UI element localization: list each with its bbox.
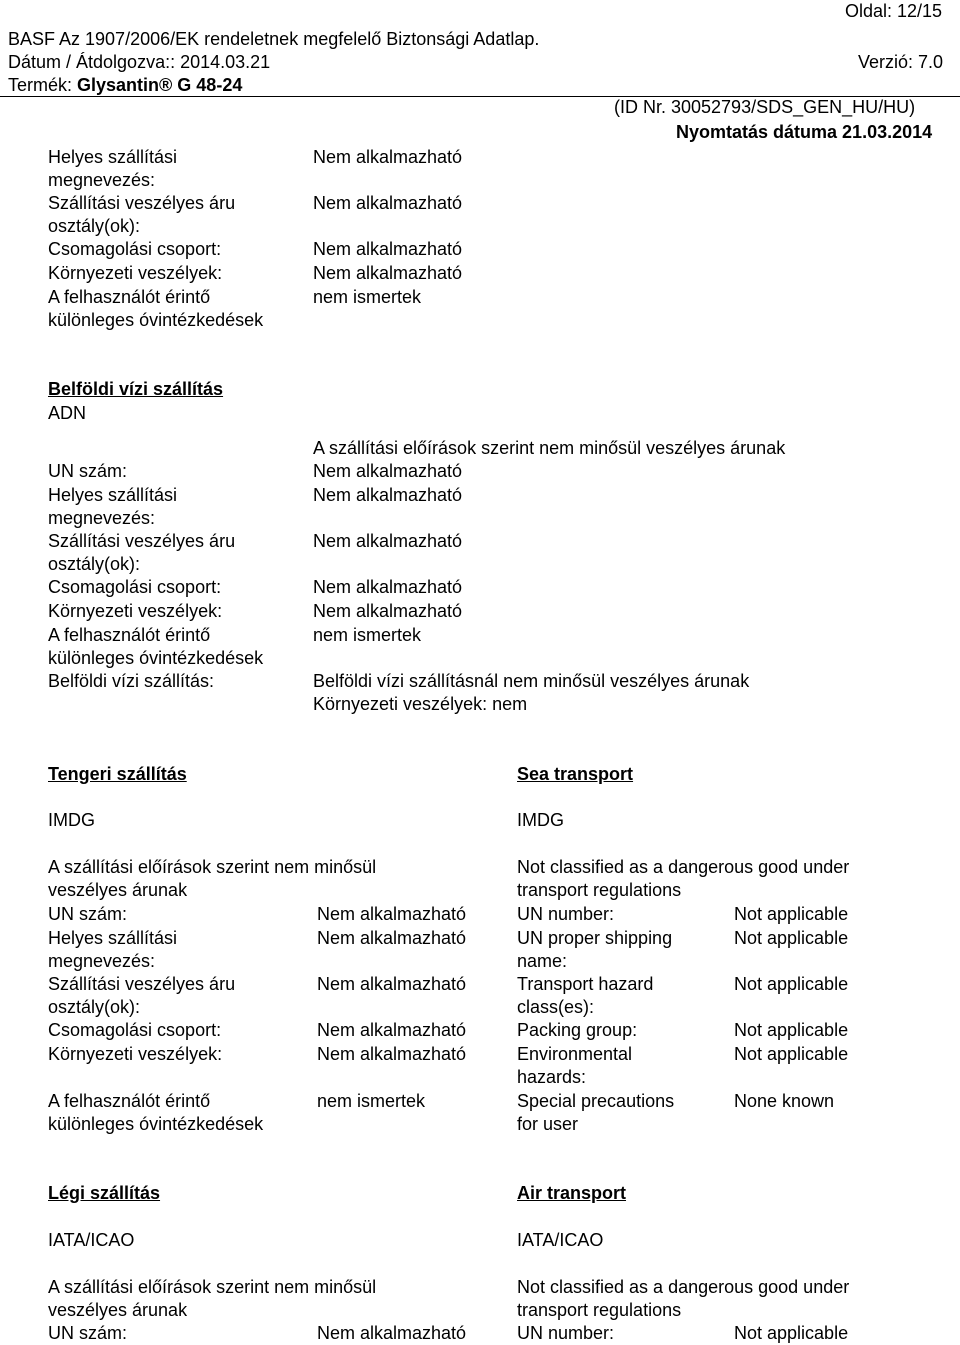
sea-hu-label-shipping-name-1: Helyes szállítási [48, 928, 178, 948]
inland-label-precautions-1: A felhasználót érintő [48, 625, 211, 645]
inland-label-env-hazards: Környezeti veszélyek: [48, 601, 223, 621]
sea-title-en: Sea transport [517, 764, 634, 784]
print-date: Nyomtatás dátuma 21.03.2014 [676, 122, 933, 142]
top-label-precautions-2: különleges óvintézkedések [48, 310, 264, 330]
inland-label-shipping-name-1: Helyes szállítási [48, 485, 178, 505]
air-en-label-un: UN number: [517, 1323, 615, 1343]
sea-statement-hu-1: A szállítási előírások szerint nem minősül [48, 857, 377, 877]
inland-value-packing-group: Nem alkalmazható [313, 577, 463, 597]
top-label-env-hazards: Környezeti veszélyek: [48, 263, 223, 283]
top-label-shipping-name-1: Helyes szállítási [48, 147, 178, 167]
inland-statement: A szállítási előírások szerint nem minősül veszélyes árunak [313, 438, 786, 458]
sea-en-value-precautions: None known [734, 1091, 835, 1111]
sea-hu-value-un: Nem alkalmazható [317, 904, 467, 924]
inland-title: Belföldi vízi szállítás [48, 379, 224, 399]
header-version: Verzió: 7.0 [858, 52, 944, 72]
top-label-hazard-class-2: osztály(ok): [48, 216, 141, 236]
sea-statement-en-2: transport regulations [517, 880, 682, 900]
sea-hu-label-un: UN szám: [48, 904, 128, 924]
air-hu-label-un: UN szám: [48, 1323, 128, 1343]
air-statement-en-2: transport regulations [517, 1300, 682, 1320]
sea-en-label-un: UN number: [517, 904, 615, 924]
top-value-shipping-name: Nem alkalmazható [313, 147, 463, 167]
sea-hu-label-packing-group: Csomagolási csoport: [48, 1020, 222, 1040]
inland-label-shipping-name-2: megnevezés: [48, 508, 156, 528]
inland-label-precautions-2: különleges óvintézkedések [48, 648, 264, 668]
inland-value-inland-2: Környezeti veszélyek: nem [313, 694, 528, 714]
inland-label-hazard-class-2: osztály(ok): [48, 554, 141, 574]
sea-hu-label-env-hazards: Környezeti veszélyek: [48, 1044, 223, 1064]
header-title: BASF Az 1907/2006/EK rendeletnek megfelelő Biztonsági Adatlap. [8, 29, 540, 49]
inland-value-hazard-class: Nem alkalmazható [313, 531, 463, 551]
sea-code-en: IMDG [517, 810, 564, 830]
air-hu-value-un: Nem alkalmazható [317, 1323, 467, 1343]
sea-en-value-packing-group: Not applicable [734, 1020, 849, 1040]
inland-label-packing-group: Csomagolási csoport: [48, 577, 222, 597]
sea-hu-label-precautions-1: A felhasználót érintő [48, 1091, 211, 1111]
sea-hu-label-shipping-name-2: megnevezés: [48, 951, 156, 971]
inland-label-un: UN szám: [48, 461, 128, 481]
sea-hu-value-precautions: nem ismertek [317, 1091, 426, 1111]
inland-label-inland: Belföldi vízi szállítás: [48, 671, 215, 691]
sea-hu-value-packing-group: Nem alkalmazható [317, 1020, 467, 1040]
top-label-packing-group: Csomagolási csoport: [48, 239, 222, 259]
sea-en-label-precautions-2: for user [517, 1114, 579, 1134]
sea-hu-label-hazard-class-1: Szállítási veszélyes áru [48, 974, 236, 994]
air-statement-hu-2: veszélyes árunak [48, 1300, 188, 1320]
sea-en-label-packing-group: Packing group: [517, 1020, 638, 1040]
sea-statement-en-1: Not classified as a dangerous good under [517, 857, 850, 877]
air-title-hu: Légi szállítás [48, 1183, 161, 1203]
sea-en-label-env-hazards-2: hazards: [517, 1067, 587, 1087]
top-label-precautions-1: A felhasználót érintő [48, 287, 211, 307]
top-value-packing-group: Nem alkalmazható [313, 239, 463, 259]
inland-value-un: Nem alkalmazható [313, 461, 463, 481]
top-label-shipping-name-2: megnevezés: [48, 170, 156, 190]
page-number: Oldal: 12/15 [845, 1, 943, 21]
header-id: (ID Nr. 30052793/SDS_GEN_HU/HU) [614, 97, 916, 117]
inland-value-shipping-name: Nem alkalmazható [313, 485, 463, 505]
sea-en-value-hazard-class: Not applicable [734, 974, 849, 994]
sea-hu-label-precautions-2: különleges óvintézkedések [48, 1114, 264, 1134]
sea-hu-value-hazard-class: Nem alkalmazható [317, 974, 467, 994]
air-statement-en-1: Not classified as a dangerous good under [517, 1277, 850, 1297]
sea-en-label-hazard-class-1: Transport hazard [517, 974, 654, 994]
inland-value-env-hazards: Nem alkalmazható [313, 601, 463, 621]
air-title-en: Air transport [517, 1183, 627, 1203]
top-label-hazard-class-1: Szállítási veszélyes áru [48, 193, 236, 213]
sea-hu-label-hazard-class-2: osztály(ok): [48, 997, 141, 1017]
sea-en-value-env-hazards: Not applicable [734, 1044, 849, 1064]
sea-en-label-shipping-name-2: name: [517, 951, 568, 971]
inland-value-inland-1: Belföldi vízi szállításnál nem minősül veszélyes árunak [313, 671, 750, 691]
top-value-env-hazards: Nem alkalmazható [313, 263, 463, 283]
sea-code-hu: IMDG [48, 810, 95, 830]
sea-en-label-env-hazards-1: Environmental [517, 1044, 633, 1064]
sea-title-hu: Tengeri szállítás [48, 764, 187, 784]
top-value-precautions: nem ismertek [313, 287, 422, 307]
air-statement-hu-1: A szállítási előírások szerint nem minősül [48, 1277, 377, 1297]
sea-statement-hu-2: veszélyes árunak [48, 880, 188, 900]
header-date: Dátum / Átdolgozva:: 2014.03.21 [8, 52, 271, 72]
sea-en-value-un: Not applicable [734, 904, 849, 924]
top-value-hazard-class: Nem alkalmazható [313, 193, 463, 213]
sea-en-label-shipping-name-1: UN proper shipping [517, 928, 673, 948]
product-prefix: Termék: [8, 75, 78, 95]
air-code-en: IATA/ICAO [517, 1230, 604, 1250]
product-name: Glysantin® G 48-24 [77, 75, 243, 95]
sea-en-label-hazard-class-2: class(es): [517, 997, 595, 1017]
inland-code: ADN [48, 403, 87, 423]
sea-hu-value-shipping-name: Nem alkalmazható [317, 928, 467, 948]
inland-label-hazard-class-1: Szállítási veszélyes áru [48, 531, 236, 551]
header-product [8, 74, 242, 97]
sea-en-label-precautions-1: Special precautions [517, 1091, 675, 1111]
inland-value-precautions: nem ismertek [313, 625, 422, 645]
air-en-value-un: Not applicable [734, 1323, 849, 1343]
sea-hu-value-env-hazards: Nem alkalmazható [317, 1044, 467, 1064]
sea-en-value-shipping-name: Not applicable [734, 928, 849, 948]
air-code-hu: IATA/ICAO [48, 1230, 135, 1250]
